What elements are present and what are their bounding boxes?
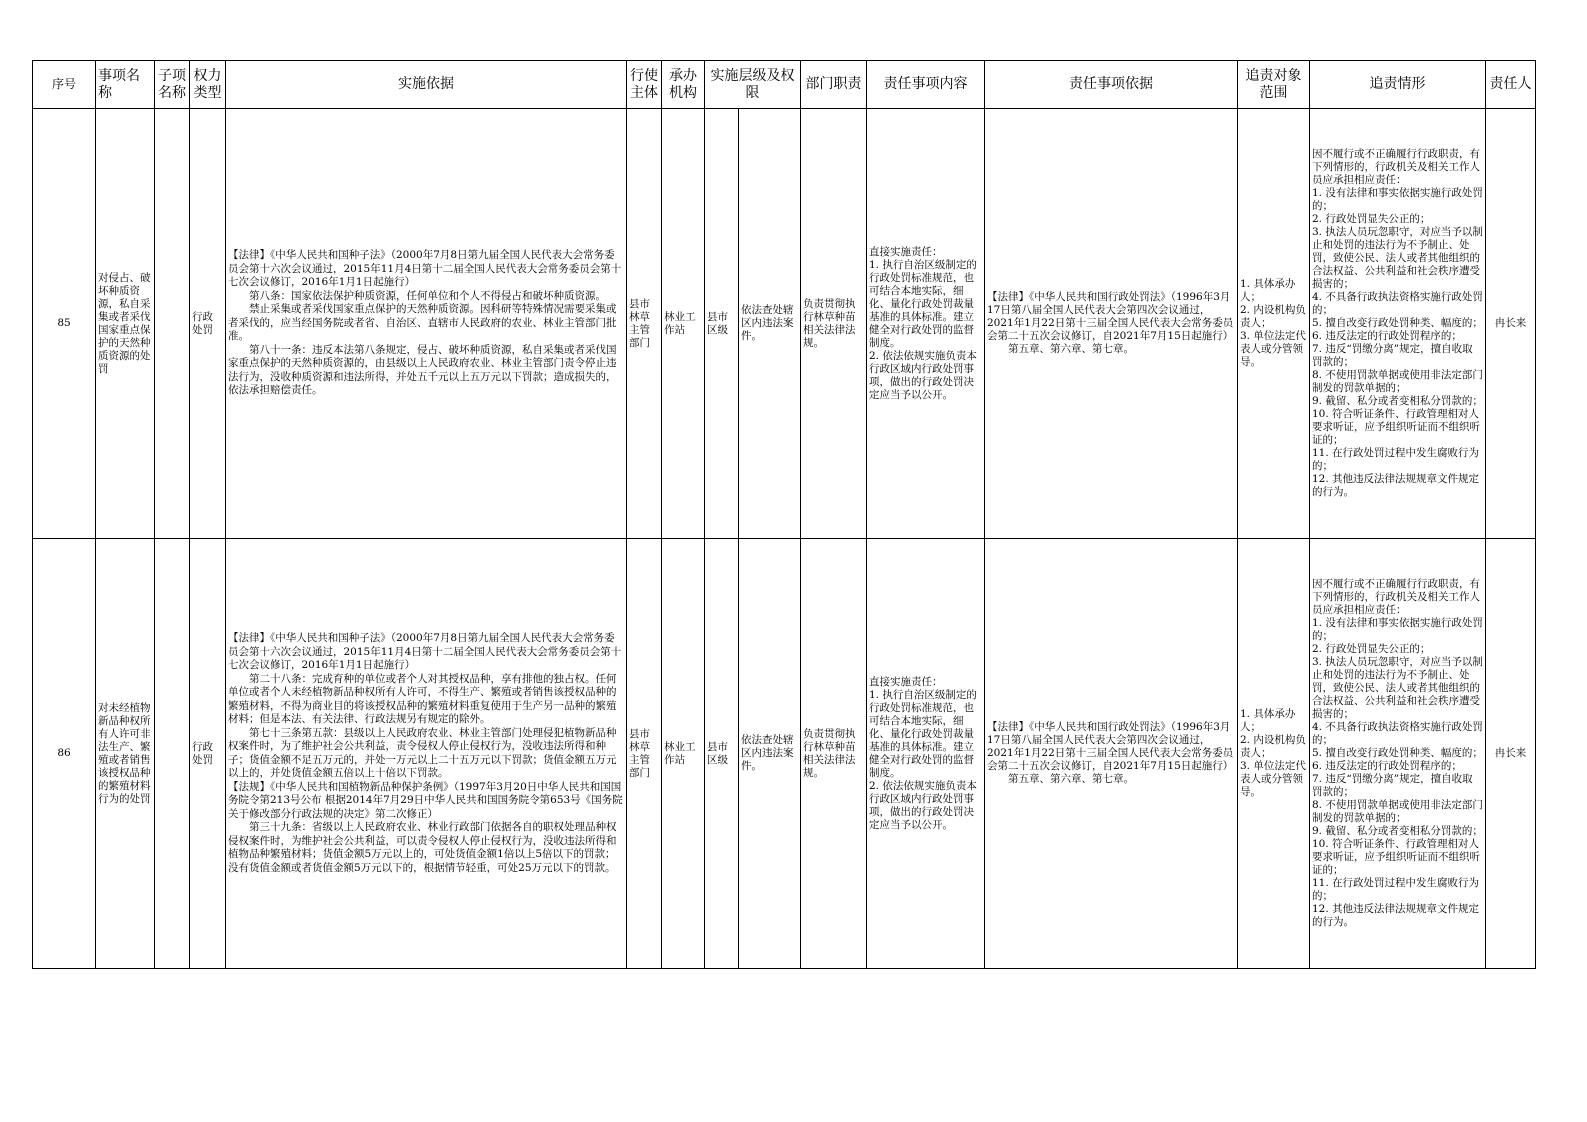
duty-cell: 负责贯彻执行林草种苗相关法律法规。 [801, 109, 867, 539]
account-scope-cell: 1. 具体承办人； 2. 内设机构负责人； 3. 单位法定代表人或分管领导。 [1238, 109, 1310, 539]
subject-cell: 县市林草主管部门 [627, 109, 662, 539]
level-scope-cell: 依法查处辖区内违法案件。 [739, 539, 801, 969]
header-basis: 实施依据 [226, 61, 627, 109]
person-cell: 冉长来 [1486, 109, 1536, 539]
table-row [33, 539, 1536, 969]
person-cell: 冉长来 [1486, 539, 1536, 969]
header-seq: 序号 [33, 61, 96, 109]
sub-item-cell [155, 539, 190, 969]
sub-item-cell [155, 109, 190, 539]
subject-cell: 县市林草主管部门 [627, 539, 662, 969]
account-situation-cell: 因不履行或不正确履行行政职责，有下列情形的，行政机关及相关工作人员应承担相应责任： 1. 没有法律和事实依据实施行政处罚的； 2. 行政处罚显失公正的； 3. 执法人员玩忽职守，对应当予以制止和处罚的违法行为不予制止、处罚，致使公民、法人或者其他组织的合法权益、公共利益和社会秩序遭受损害的； 4. 不具备行政执法资格实施行政处罚的； 5. 擅自改变行政处罚种类、幅度的； 6. 违反法定的行政处罚程序的； 7. 违反“罚缴分离”规定，擅自收取罚款的； 8. 不使用罚款单据或使用非法定部门制发的罚款单据的； 9. 截留、私分或者变相私分罚款的； 10. 符合听证条件、行政管理相对人要求听证，应予组织听证而不组织听证的； 11. 在行政处罚过程中发生腐败行为的； 12. 其他违反法律法规规章文件规定的行为。 [1310, 109, 1486, 539]
header-account-scope: 追责对象范围 [1238, 61, 1310, 109]
level-cell: 县市区级 [705, 539, 739, 969]
header-organ: 承办机构 [662, 61, 705, 109]
seq-cell: 86 [33, 539, 96, 969]
header-resp-basis: 责任事项依据 [985, 61, 1238, 109]
seq-cell: 85 [33, 109, 96, 539]
power-type-cell: 行政处罚 [190, 539, 226, 969]
header-person: 责任人 [1486, 61, 1536, 109]
resp-content-cell: 直接实施责任： 1. 执行自治区级制定的行政处罚标准规范，也可结合本地实际，细化、量化行政处罚裁量基准的具体标准。建立健全对行政处罚的监督制度。 2. 依法依规实施负责本行政区域内行政处罚事项，做出的行政处罚决定应当予以公开。 [867, 539, 985, 969]
header-sub-item: 子项名称 [155, 61, 190, 109]
account-situation-cell: 因不履行或不正确履行行政职责，有下列情形的，行政机关及相关工作人员应承担相应责任： 1. 没有法律和事实依据实施行政处罚的； 2. 行政处罚显失公正的； 3. 执法人员玩忽职守，对应当予以制止和处罚的违法行为不予制止、处罚，致使公民、法人或者其他组织的合法权益、公共利益和社会秩序遭受损害的； 4. 不具备行政执法资格实施行政处罚的； 5. 擅自改变行政处罚种类、幅度的； 6. 违反法定的行政处罚程序的； 7. 违反“罚缴分离”规定，擅自收取罚款的； 8. 不使用罚款单据或使用非法定部门制发的罚款单据的； 9. 截留、私分或者变相私分罚款的； 10. 符合听证条件、行政管理相对人要求听证，应予组织听证而不组织听证的； 11. 在行政处罚过程中发生腐败行为的； 12. 其他违反法律法规规章文件规定的行为。 [1310, 539, 1486, 969]
organ-cell: 林业工作站 [662, 539, 705, 969]
accountability-table [32, 60, 1536, 969]
level-cell: 县市区级 [705, 109, 739, 539]
power-type-cell: 行政处罚 [190, 109, 226, 539]
header-resp-content: 责任事项内容 [867, 61, 985, 109]
basis-cell: 【法律】《中华人民共和国种子法》（2000年7月8日第九届全国人民代表大会常务委员会第十六次会议通过，2015年11月4日第十二届全国人民代表大会常务委员会第十七次会议修订，2016年1月1日起施行） 第二十八条：完成育种的单位或者个人对其授权品种，享有排他的独占权。任何单位或者个人未经植物新品种权所有人许可，不得生产、繁殖或者销售该授权品种的繁殖材料，不得为商业目的将该授权品种的繁殖材料重复使用于生产另一品种的繁殖材料；但是本法、有关法律、行政法规另有规定的除外。 第七十三条第五款：县级以上人民政府农业、林业主管部门处理侵犯植物新品种权案件时，为了维护社会公共利益，责令侵权人停止侵权行为，没收违法所得和种子；货值金额不足五万元的，并处一万元以上二十五万元以下罚款；货值金额五万元以上的，并处货值金额五倍以上十倍以下罚款。 【法规】《中华人民共和国植物新品种保护条例》（1997年3月20日中华人民共和国国务院令第213号公布 根据2014年7月29日中华人民共和国国务院令第653号《国务院关于修改部分行政法规的决定》第二次修正） 第三十九条：省级以上人民政府农业、林业行政部门依据各自的职权处理品种权侵权案件时，为维护社会公共利益，可以责令侵权人停止侵权行为，没收违法所得和植物品种繁殖材料；货值金额5万元以上的，可处货值金额1倍以上5倍以下的罚款；没有货值金额或者货值金额5万元以下的，根据情节轻重，可处25万元以下的罚款。 [226, 539, 627, 969]
table-row [33, 109, 1536, 539]
resp-basis-cell: 【法律】《中华人民共和国行政处罚法》（1996年3月17日第八届全国人民代表大会第四次会议通过，2021年1月22日第十三届全国人民代表大会常务委员会第二十五次会议修订，自2021年7月15日起施行） 第五章、第六章、第七章。 [985, 109, 1238, 539]
resp-content-cell: 直接实施责任： 1. 执行自治区级制定的行政处罚标准规范，也可结合本地实际，细化、量化行政处罚裁量基准的具体标准。建立健全对行政处罚的监督制度。 2. 依法依规实施负责本行政区域内行政处罚事项，做出的行政处罚决定应当予以公开。 [867, 109, 985, 539]
organ-cell: 林业工作站 [662, 109, 705, 539]
account-scope-cell: 1. 具体承办人； 2. 内设机构负责人； 3. 单位法定代表人或分管领导。 [1238, 539, 1310, 969]
resp-basis-cell: 【法律】《中华人民共和国行政处罚法》（1996年3月17日第八届全国人民代表大会第四次会议通过，2021年1月22日第十三届全国人民代表大会常务委员会第二十五次会议修订，自2021年7月15日起施行） 第五章、第六章、第七章。 [985, 539, 1238, 969]
item-name-cell: 对侵占、破坏种质资源，私自采集或者采伐国家重点保护的天然种质资源的处罚 [96, 109, 155, 539]
header-subject: 行使主体 [627, 61, 662, 109]
level-scope-cell: 依法查处辖区内违法案件。 [739, 109, 801, 539]
duty-cell: 负责贯彻执行林草种苗相关法律法规。 [801, 539, 867, 969]
header-power-type: 权力类型 [190, 61, 226, 109]
header-duty: 部门职责 [801, 61, 867, 109]
header-row [33, 61, 1536, 109]
header-account-situation: 追责情形 [1310, 61, 1486, 109]
header-item-name: 事项名称 [96, 61, 155, 109]
header-level: 实施层级及权限 [705, 61, 801, 109]
basis-cell: 【法律】《中华人民共和国种子法》（2000年7月8日第九届全国人民代表大会常务委员会第十六次会议通过，2015年11月4日第十二届全国人民代表大会常务委员会第十七次会议修订，2016年1月1日起施行） 第八条：国家依法保护种质资源，任何单位和个人不得侵占和破坏种质资源。 禁止采集或者采伐国家重点保护的天然种质资源。因科研等特殊情况需要采集或者采伐的，应当经国务院或者省、自治区、直辖市人民政府的农业、林业主管部门批准。 第八十一条：违反本法第八条规定，侵占、破坏种质资源，私自采集或者采伐国家重点保护的天然种质资源的，由县级以上人民政府农业、林业主管部门责令停止违法行为，没收种质资源和违法所得，并处五千元以上五万元以下罚款；造成损失的，依法承担赔偿责任。 [226, 109, 627, 539]
item-name-cell: 对未经植物新品种权所有人许可非法生产、繁殖或者销售该授权品种的繁殖材料行为的处罚 [96, 539, 155, 969]
